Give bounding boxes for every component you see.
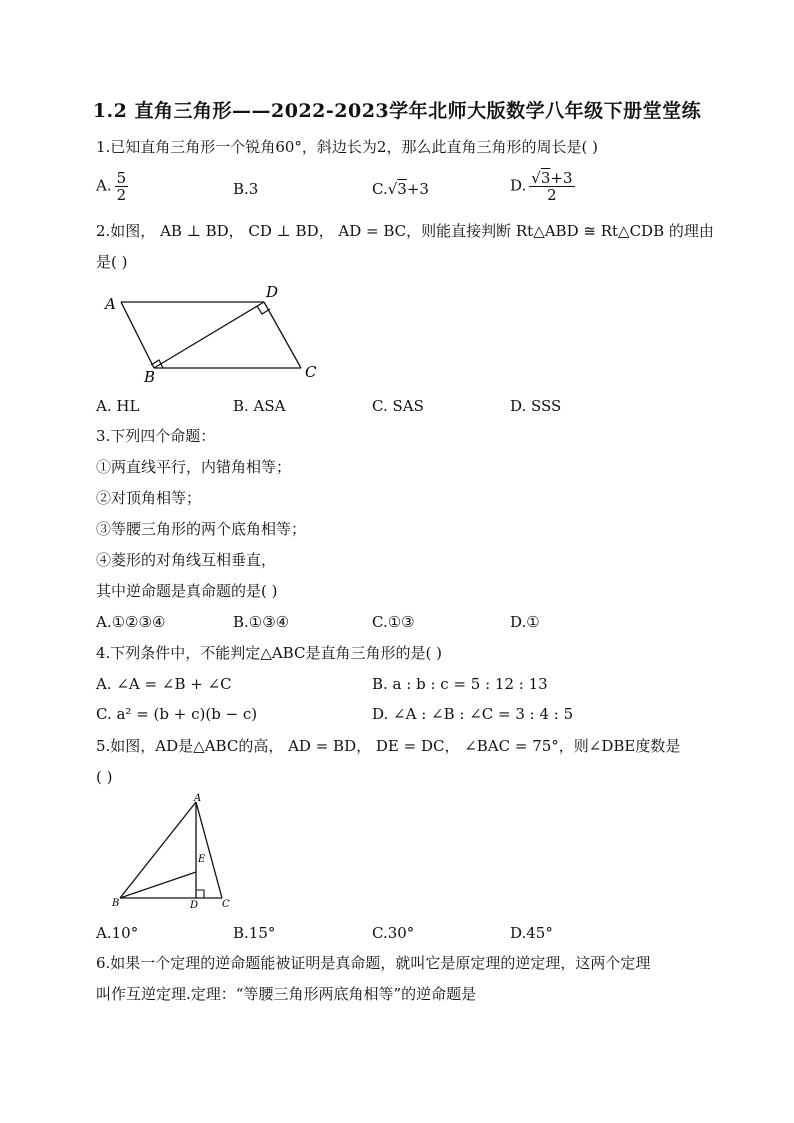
q2-option-a: A. HL <box>96 397 140 415</box>
question-3-proposition-1: ①两直线平行，内错角相等； <box>96 458 292 476</box>
question-5-line-1: 5.如图，AD是△ABC的高， AD = BD， DE = DC， ∠BAC = 75°，则∠DBE度数是 <box>96 737 681 755</box>
fraction-denominator: 2 <box>116 186 127 204</box>
q1-option-d-radicand: 3 <box>540 169 551 187</box>
q1-option-c-suffix: +3 <box>406 180 429 198</box>
segment-ac <box>196 802 222 898</box>
q1-option-c <box>372 179 429 199</box>
label-b: B <box>112 898 120 909</box>
question-3-ask: 其中逆命题是真命题的是( ) <box>96 582 278 600</box>
q1-option-c-label: C. <box>372 180 388 198</box>
label-c: C <box>305 363 317 381</box>
segment-bd <box>154 302 264 368</box>
sqrt-icon: √ <box>387 180 398 198</box>
question-6-line-2: 叫作互逆定理.定理：“等腰三角形两底角相等”的逆命题是 <box>96 985 477 1003</box>
q1-option-c-radicand: 3 <box>397 180 407 198</box>
question-2-line-1: 2.如图， AB ⊥ BD， CD ⊥ BD， AD = BC，则能直接判断 Rt△ABD ≅ Rt△CDB 的理由 <box>96 222 714 240</box>
question-4-text: 4.下列条件中，不能判定△ABC是直角三角形的是( ) <box>96 644 442 662</box>
q3-option-c: C.①③ <box>372 613 415 631</box>
q4-option-d: D. ∠A : ∠B : ∠C = 3 : 4 : 5 <box>372 705 574 723</box>
segment-dc <box>264 302 301 368</box>
q1-option-a-fraction <box>115 170 129 203</box>
q4-option-b: B. a : b : c = 5 : 12 : 13 <box>372 675 548 693</box>
q3-option-a: A.①②③④ <box>96 613 166 631</box>
q3-option-b: B.①③④ <box>233 613 290 631</box>
question-6-line-1: 6.如果一个定理的逆命题能被证明是真命题，就叫它是原定理的逆定理，这两个定理 <box>96 954 651 972</box>
q5-option-b: B.15° <box>233 924 276 942</box>
q5-option-c: C.30° <box>372 924 415 942</box>
q5-triangle-figure <box>110 792 250 910</box>
q3-option-d: D.① <box>510 613 540 631</box>
segment-ab <box>120 802 196 898</box>
right-angle-mark-d <box>196 890 204 898</box>
fraction-denominator: 2 <box>547 186 557 204</box>
q2-parallelogram-figure <box>96 280 336 390</box>
question-3-intro: 3.下列四个命题： <box>96 427 216 445</box>
q2-option-b: B. ASA <box>233 397 286 415</box>
sqrt-icon: √ <box>531 169 541 187</box>
question-3-proposition-4: ④菱形的对角线互相垂直， <box>96 551 277 569</box>
fraction-numerator: 5 <box>116 169 127 187</box>
question-5-line-2: ( ) <box>96 768 113 786</box>
q1-option-b: B.3 <box>233 180 259 198</box>
q5-option-a: A.10° <box>96 924 139 942</box>
right-angle-mark-d <box>257 306 270 314</box>
label-b: B <box>144 368 156 386</box>
q2-option-d: D. SSS <box>510 397 562 415</box>
q1-option-d <box>510 170 575 203</box>
label-e: E <box>198 854 206 865</box>
q2-option-c: C. SAS <box>372 397 424 415</box>
q1-option-d-num-suffix: +3 <box>550 169 573 187</box>
segment-be <box>120 872 196 898</box>
label-d: D <box>190 900 199 910</box>
page-title: 1.2 直角三角形——2022-2023学年北师大版数学八年级下册堂堂练 <box>92 100 702 122</box>
q1-option-d-fraction <box>529 170 574 203</box>
fraction-numerator <box>529 170 574 187</box>
q1-option-a <box>96 170 128 203</box>
label-a: A <box>194 793 202 804</box>
question-3-proposition-3: ③等腰三角形的两个底角相等； <box>96 520 307 538</box>
question-2-line-2: 是( ) <box>96 253 128 271</box>
q5-option-d: D.45° <box>510 924 553 942</box>
question-1-text: 1.已知直角三角形一个锐角60°，斜边长为2，那么此直角三角形的周长是( ) <box>96 138 598 156</box>
label-a: A <box>105 295 116 313</box>
question-3-proposition-2: ②对顶角相等； <box>96 489 202 507</box>
q1-option-d-label: D. <box>510 176 527 195</box>
q1-option-a-label: A. <box>96 176 112 195</box>
label-c: C <box>222 899 230 910</box>
q4-option-c: C. a² = (b + c)(b − c) <box>96 705 258 723</box>
segment-ab <box>121 302 154 368</box>
label-d: D <box>266 283 279 301</box>
q4-option-a: A. ∠A = ∠B + ∠C <box>96 675 232 693</box>
